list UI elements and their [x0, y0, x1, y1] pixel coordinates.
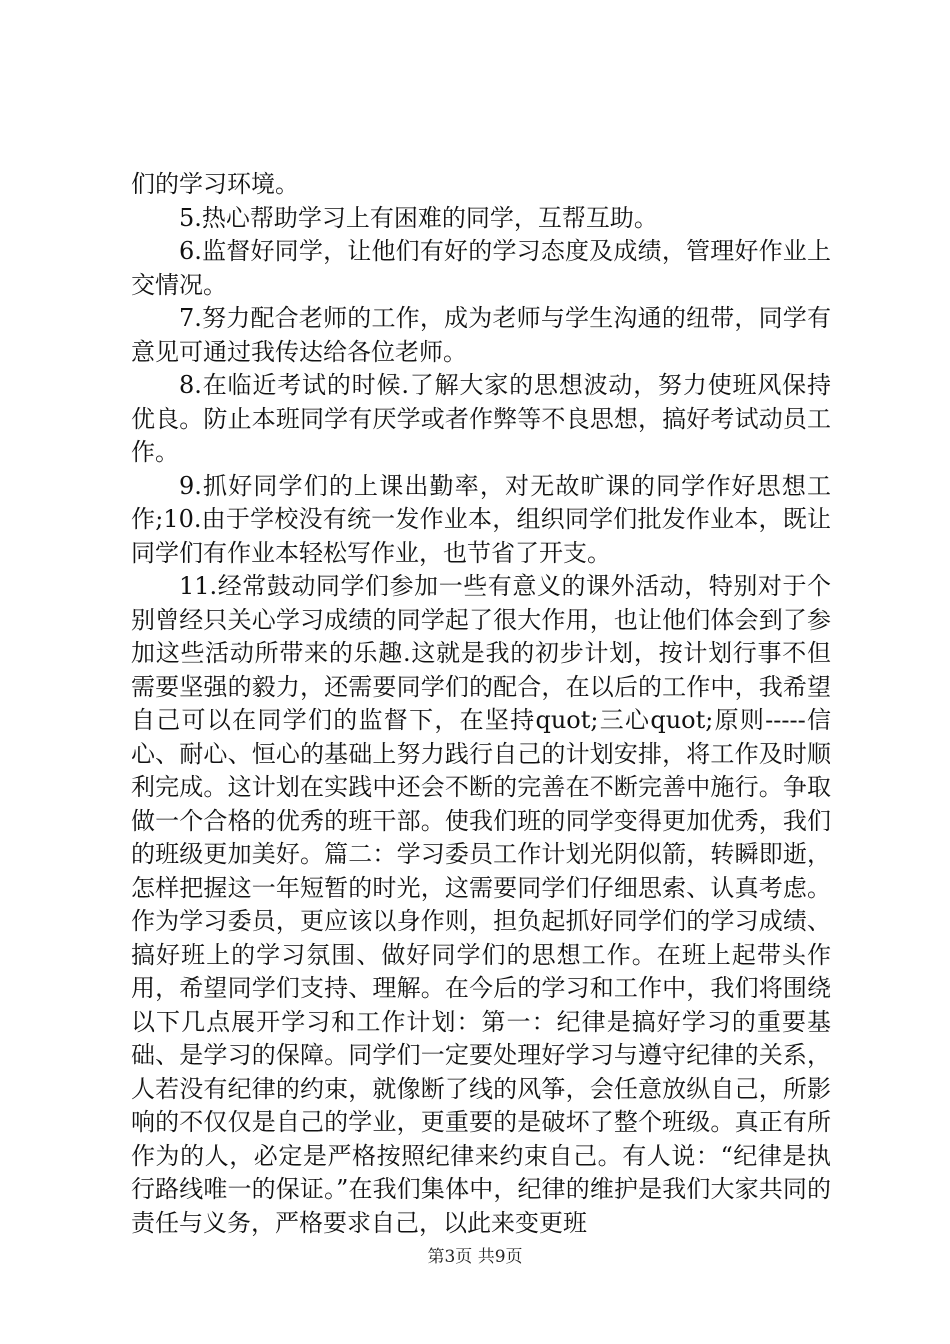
- paragraph-3: 6.监督好同学，让他们有好的学习态度及成绩，管理好作业上交情况。: [131, 237, 831, 299]
- paragraph-1: 们的学习环境。: [131, 170, 299, 198]
- document-body: [131, 168, 831, 1240]
- paragraph-2: 5.热心帮助学习上有困难的同学，互帮互助。: [179, 203, 658, 232]
- paragraph-7: 11.经常鼓动同学们参加一些有意义的课外活动，特别对于个别曾经只关心学习成绩的同学起了很大作用，也让他们体会到了参加这些活动所带来的乐趣.这就是我的初步计划，按计划行事不但需要坚强的毅力，还需要同学们的配合，在以后的工作中，我希望自己可以在同学们的监督下，在坚持quot;三心quot;原则-----信心、耐心、恒心的基础上努力践行自己的计划安排，将工作及时顺利完成。这计划在实践中还会不断的完善在不断完善中施行。争取做一个合格的优秀的班干部。使我们班的同学变得更加优秀，我们的班级更加美好。篇二：学习委员工作计划光阴似箭，转瞬即逝，怎样把握这一年短暂的时光，这需要同学们仔细思索、认真考虑。作为学习委员，更应该以身作则，担负起抓好同学们的学习成绩、搞好班上的学习氛围、做好同学们的思想工作。在班上起带头作用，希望同学们支持、理解。在今后的学习和工作中，我们将围绕以下几点展开学习和工作计划：第一：纪律是搞好学习的重要基础、是学习的保障。同学们一定要处理好学习与遵守纪律的关系，人若没有纪律的约束，就像断了线的风筝，会任意放纵自己，所影响的不仅仅是自己的学业，更重要的是破坏了整个班级。真正有所作为的人，必定是严格按照纪律来约束自己。有人说：“纪律是执行路线唯一的保证。”在我们集体中，纪律的维护是我们大家共同的责任与义务，严格要求自己，以此来变更班: [131, 572, 831, 1237]
- paragraph-4: 7.努力配合老师的工作，成为老师与学生沟通的纽带，同学有意见可通过我传达给各位老师。: [131, 304, 831, 366]
- page-number-footer: 第3页 共9页: [427, 1247, 523, 1267]
- paragraph-6: 9.抓好同学们的上课出勤率，对无故旷课的同学作好思想工作;10.由于学校没有统一发作业本，组织同学们批发作业本，既让同学们有作业本轻松写作业，也节省了开支。: [131, 471, 831, 567]
- paragraph-5: 8.在临近考试的时候.了解大家的思想波动，努力使班风保持优良。防止本班同学有厌学或者作弊等不良思想，搞好考试动员工作。: [131, 371, 831, 466]
